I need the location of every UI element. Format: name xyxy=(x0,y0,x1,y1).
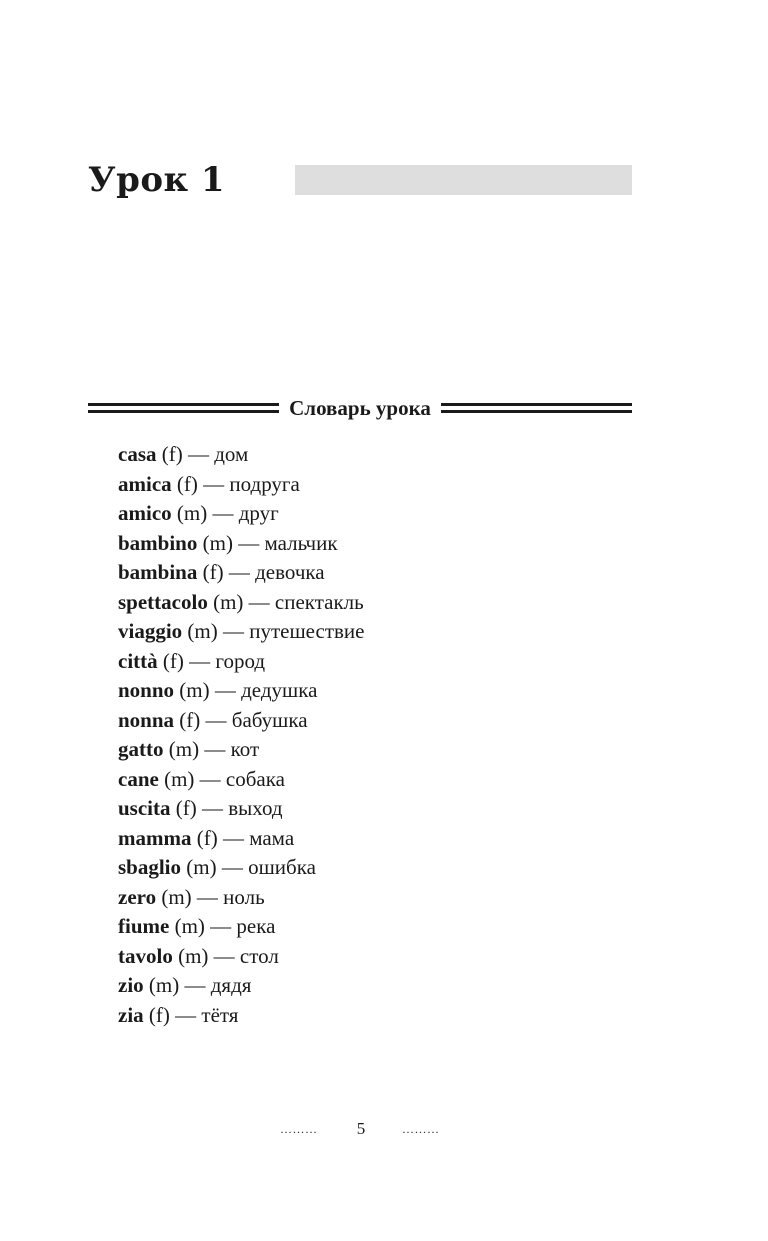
vocabulary-entry xyxy=(118,824,364,854)
lesson-title: Урок 1 xyxy=(88,160,226,200)
double-rule-left xyxy=(88,403,279,413)
vocabulary-translation: мама xyxy=(249,825,295,850)
vocabulary-dash: — xyxy=(183,648,216,673)
vocabulary-entry xyxy=(118,647,364,677)
vocabulary-entry xyxy=(118,883,364,913)
vocabulary-gender: (m) xyxy=(213,589,244,614)
vocabulary-dash: — xyxy=(204,914,237,938)
vocabulary-entry xyxy=(118,558,364,588)
vocabulary-word: uscita xyxy=(118,796,171,820)
vocabulary-translation: город xyxy=(215,648,266,673)
vocabulary-word: zero xyxy=(118,884,157,909)
vocabulary-dash: — xyxy=(182,442,215,466)
vocabulary-translation: кот xyxy=(230,737,260,761)
vocabulary-translation: ноль xyxy=(223,884,265,909)
vocabulary-gender: (m) xyxy=(164,766,195,791)
vocabulary-dash: — xyxy=(179,973,211,997)
vocabulary-dash: — xyxy=(196,796,229,820)
vocabulary-gender: (f) xyxy=(196,825,218,850)
vocabulary-word: bambino xyxy=(118,530,198,555)
page-footer xyxy=(0,1116,768,1142)
vocabulary-list xyxy=(118,440,364,1030)
vocabulary-gender: (m) xyxy=(148,973,180,997)
vocabulary-word: casa xyxy=(118,442,157,466)
vocabulary-translation: дедушка xyxy=(241,678,318,702)
vocabulary-dash: — xyxy=(199,737,231,761)
vocabulary-gender: (m) xyxy=(176,501,208,525)
vocabulary-translation: стол xyxy=(239,943,279,968)
vocabulary-gender: (f) xyxy=(179,707,201,732)
section-header xyxy=(88,392,632,424)
vocabulary-gender: (m) xyxy=(187,619,218,643)
vocabulary-dash: — xyxy=(208,943,240,968)
vocabulary-entry xyxy=(118,617,364,647)
vocabulary-word: zio xyxy=(118,973,144,997)
vocabulary-entry xyxy=(118,499,364,529)
vocabulary-word: amico xyxy=(118,501,172,525)
vocabulary-word: fiume xyxy=(118,914,170,938)
vocabulary-gender: (f) xyxy=(148,1002,170,1027)
title-decoration-bar xyxy=(295,165,632,195)
vocabulary-gender: (m) xyxy=(174,914,205,938)
vocabulary-word: zia xyxy=(118,1002,144,1027)
page-number: 5 xyxy=(356,1119,366,1138)
vocabulary-translation: путешествие xyxy=(249,619,365,643)
vocabulary-gender: (f) xyxy=(162,648,184,673)
vocabulary-entry xyxy=(118,794,364,824)
vocabulary-gender: (m) xyxy=(186,855,217,879)
vocabulary-gender: (f) xyxy=(176,471,198,496)
vocabulary-dash: — xyxy=(197,471,230,496)
vocabulary-dash: — xyxy=(216,855,249,879)
vocabulary-entry xyxy=(118,706,364,736)
vocabulary-dash: — xyxy=(207,501,239,525)
vocabulary-entry xyxy=(118,529,364,559)
vocabulary-word: bambina xyxy=(118,560,198,584)
vocabulary-translation: река xyxy=(236,914,276,938)
vocabulary-translation: ошибка xyxy=(248,855,316,879)
vocabulary-dash: — xyxy=(217,825,250,850)
vocabulary-word: nonno xyxy=(118,678,175,702)
vocabulary-entry xyxy=(118,676,364,706)
vocabulary-word: amica xyxy=(118,471,172,496)
vocabulary-entry xyxy=(118,942,364,972)
vocabulary-translation: дом xyxy=(214,442,249,466)
footer-dots-left: ……… xyxy=(280,1122,318,1136)
vocabulary-translation: дядя xyxy=(210,973,252,997)
vocabulary-translation: мальчик xyxy=(264,530,338,555)
vocabulary-gender: (m) xyxy=(179,678,210,702)
vocabulary-word: sbaglio xyxy=(118,855,182,879)
vocabulary-entry xyxy=(118,470,364,500)
vocabulary-dash: — xyxy=(217,619,250,643)
vocabulary-entry xyxy=(118,912,364,942)
vocabulary-word: cane xyxy=(118,766,159,791)
vocabulary-gender: (m) xyxy=(202,530,233,555)
double-rule-right xyxy=(441,403,632,413)
vocabulary-translation: спектакль xyxy=(274,589,364,614)
vocabulary-word: nonna xyxy=(118,707,175,732)
vocabulary-entry xyxy=(118,735,364,765)
vocabulary-gender: (m) xyxy=(161,884,192,909)
vocabulary-dash: — xyxy=(223,560,256,584)
vocabulary-translation: собака xyxy=(225,766,285,791)
vocabulary-dash: — xyxy=(169,1002,202,1027)
vocabulary-entry xyxy=(118,765,364,795)
vocabulary-word: viaggio xyxy=(118,619,183,643)
vocabulary-dash: — xyxy=(194,766,226,791)
footer-dots-right: ……… xyxy=(402,1122,440,1136)
vocabulary-translation: девочка xyxy=(255,560,325,584)
vocabulary-translation: подруга xyxy=(229,471,300,496)
vocabulary-translation: выход xyxy=(228,796,283,820)
vocabulary-translation: друг xyxy=(238,501,279,525)
vocabulary-dash: — xyxy=(191,884,224,909)
vocabulary-entry xyxy=(118,853,364,883)
vocabulary-dash: — xyxy=(200,707,232,732)
vocabulary-word: gatto xyxy=(118,737,164,761)
vocabulary-gender: (m) xyxy=(168,737,200,761)
vocabulary-entry xyxy=(118,588,364,618)
vocabulary-word: città xyxy=(118,648,158,673)
section-title: Словарь урока xyxy=(289,395,431,420)
vocabulary-word: tavolo xyxy=(118,943,173,968)
vocabulary-entry xyxy=(118,971,364,1001)
vocabulary-dash: — xyxy=(209,678,242,702)
vocabulary-dash: — xyxy=(243,589,275,614)
vocabulary-translation: бабушка xyxy=(231,707,308,732)
vocabulary-gender: (f) xyxy=(175,796,197,820)
vocabulary-gender: (f) xyxy=(202,560,224,584)
vocabulary-gender: (f) xyxy=(161,442,183,466)
vocabulary-entry xyxy=(118,440,364,470)
vocabulary-entry xyxy=(118,1001,364,1031)
vocabulary-word: mamma xyxy=(118,825,192,850)
vocabulary-dash: — xyxy=(232,530,265,555)
vocabulary-word: spettacolo xyxy=(118,589,208,614)
vocabulary-gender: (m) xyxy=(178,943,209,968)
vocabulary-translation: тётя xyxy=(201,1002,239,1027)
